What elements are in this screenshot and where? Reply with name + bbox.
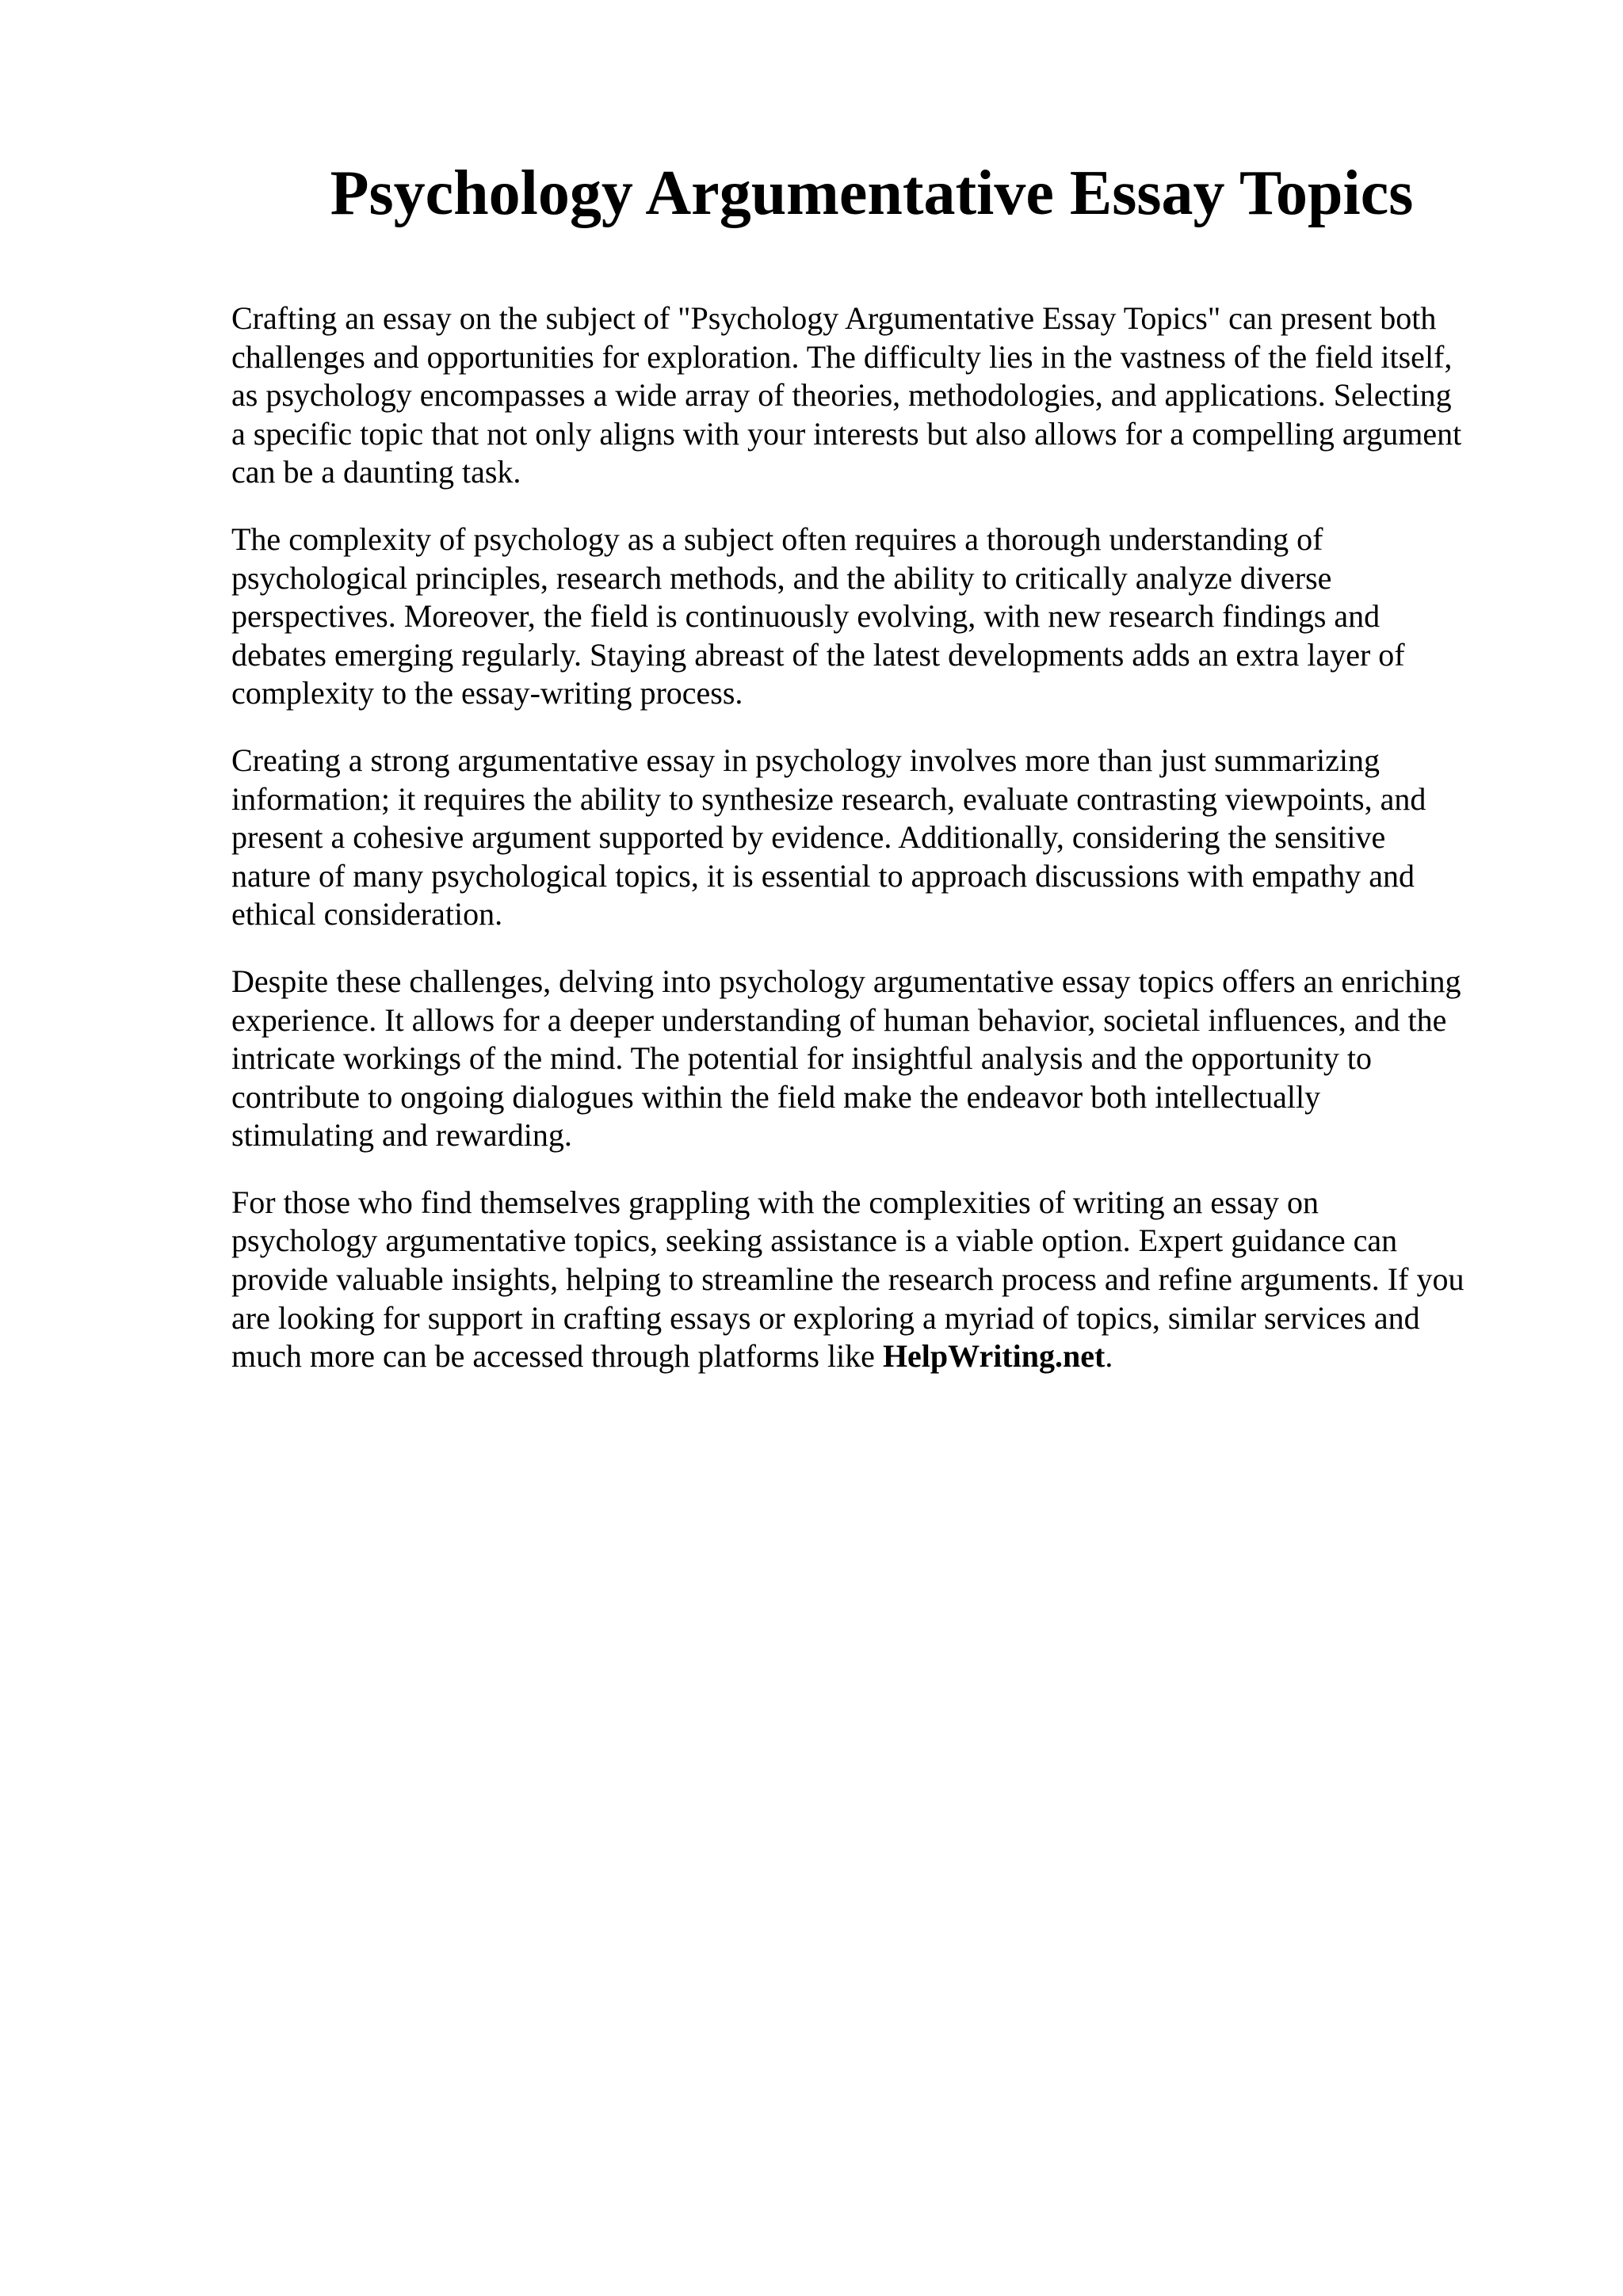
text-line: intricate workings of the mind. The potential for insightful analysis and the opportunity to — [231, 1040, 1373, 1077]
text-line: perspectives. Moreover, the field is continuously evolving, with new research findings and — [231, 598, 1381, 635]
text-line: psychology argumentative topics, seeking assistance is a viable option. Expert guidance can — [231, 1222, 1398, 1259]
text-line: can be a daunting task. — [231, 454, 521, 490]
text-line: nature of many psychological topics, it is essential to approach discussions with empathy and — [231, 857, 1415, 894]
paragraph-4 — [231, 963, 1563, 1155]
helpwriting-link[interactable]: HelpWriting.net — [882, 1338, 1106, 1375]
text-line: information; it requires the ability to synthesize research, evaluate contrasting viewpoints, and — [231, 780, 1426, 817]
last-line-prefix: much more can be accessed through platforms like — [231, 1338, 883, 1375]
text-line: contribute to ongoing dialogues within the field make the endeavor both intellectually — [231, 1078, 1321, 1115]
document-body — [231, 299, 1563, 1405]
text-line: present a cohesive argument supported by evidence. Additionally, considering the sensitive — [231, 819, 1386, 856]
text-line: debates emerging regularly. Staying abreast of the latest developments adds an extra layer of — [231, 636, 1405, 673]
text-line: a specific topic that not only aligns with your interests but also allows for a compelling argument — [231, 415, 1462, 452]
text-line: experience. It allows for a deeper understanding of human behavior, societal influences, and the — [231, 1001, 1447, 1038]
text-line: Crafting an essay on the subject of "Psychology Argumentative Essay Topics" can present both — [231, 300, 1437, 336]
text-line: The complexity of psychology as a subject often requires a thorough understanding of — [231, 521, 1323, 557]
text-line: psychological principles, research methods, and the ability to critically analyze diverse — [231, 559, 1332, 596]
text-line: ethical consideration. — [231, 896, 503, 933]
text-line: complexity to the essay-writing process. — [231, 675, 743, 711]
paragraph-2 — [231, 521, 1563, 713]
text-line: Despite these challenges, delving into psychology argumentative essay topics offers an enriching — [231, 963, 1461, 999]
paragraph-3 — [231, 742, 1563, 934]
text-line-with-link — [231, 1337, 1563, 1376]
document-title: Psychology Argumentative Essay Topics — [330, 158, 1414, 228]
text-line: provide valuable insights, helping to streamline the research process and refine arguments. If you — [231, 1261, 1465, 1298]
text-line: are looking for support in crafting essays or exploring a myriad of topics, similar services and — [231, 1299, 1420, 1336]
text-line: Creating a strong argumentative essay in psychology involves more than just summarizing — [231, 742, 1380, 778]
last-line-suffix: . — [1105, 1338, 1113, 1375]
text-line: For those who find themselves grappling with the complexities of writing an essay on — [231, 1184, 1319, 1220]
text-line: as psychology encompasses a wide array of theories, methodologies, and applications. Selecting — [231, 377, 1452, 414]
paragraph-5 — [231, 1184, 1563, 1376]
paragraph-1 — [231, 299, 1563, 492]
text-line: challenges and opportunities for exploration. The difficulty lies in the vastness of the field itself, — [231, 338, 1453, 375]
text-line: stimulating and rewarding. — [231, 1117, 572, 1154]
